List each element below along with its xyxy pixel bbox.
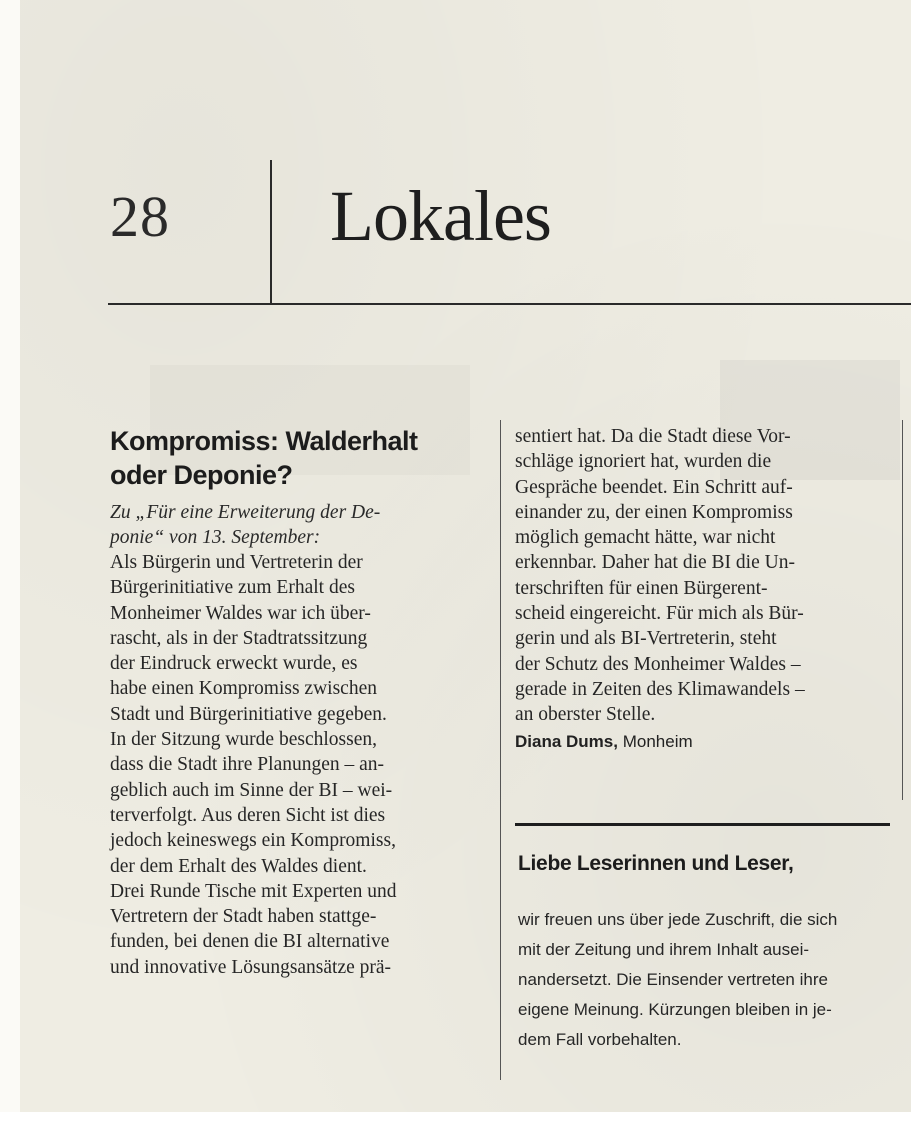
letter-signature xyxy=(515,732,895,752)
body-line: dass die Stadt ihre Planungen – an- xyxy=(110,754,385,776)
scan-margin-bottom xyxy=(0,1112,911,1128)
body-line: Gespräche beendet. Ein Schritt auf- xyxy=(515,476,793,498)
letter-reference xyxy=(110,500,490,550)
info-line: dem Fall vorbehalten. xyxy=(518,1030,682,1049)
reference-line: Zu „Für eine Erweiterung der De- xyxy=(110,502,381,523)
reference-line: ponie“ von 13. September: xyxy=(110,527,321,548)
body-line: Bürgerinitiative zum Erhalt des xyxy=(110,577,355,599)
headline-line: oder Deponie? xyxy=(110,460,293,490)
letter-right-column xyxy=(515,424,895,752)
body-line: schläge ignoriert hat, wurden die xyxy=(515,451,772,473)
body-line: der Schutz des Monheimer Waldes – xyxy=(515,653,801,675)
letter-left-column xyxy=(110,424,490,980)
letter-headline xyxy=(110,424,490,492)
body-line: habe einen Kompromiss zwischen xyxy=(110,678,377,700)
body-line: Drei Runde Tische mit Experten und xyxy=(110,880,397,902)
letter-body-right xyxy=(515,424,895,728)
author-city: Monheim xyxy=(622,731,693,751)
body-line: terschriften für einen Bürgerent- xyxy=(515,577,768,599)
headline-line: Kompromiss: Walderhalt xyxy=(110,426,418,456)
body-line: In der Sitzung wurde beschlossen, xyxy=(110,729,377,751)
header-divider xyxy=(270,160,272,305)
info-line: eigene Meinung. Kürzungen bleiben in je- xyxy=(518,1000,832,1019)
page-number: 28 xyxy=(110,184,170,249)
body-line: geblich auch im Sinne der BI – wei- xyxy=(110,779,393,801)
info-line: nandersetzt. Die Einsender vertreten ihre xyxy=(518,970,828,989)
body-line: rascht, als in der Stadtratssitzung xyxy=(110,627,368,649)
body-line: sentiert hat. Da die Stadt diese Vor- xyxy=(515,426,791,447)
body-line: einander zu, der einen Kompromiss xyxy=(515,501,793,523)
body-line: jedoch keineswegs ein Kompromiss, xyxy=(110,830,396,852)
info-box-title: Liebe Leserinnen und Leser, xyxy=(518,852,794,875)
body-line: an oberster Stelle. xyxy=(515,704,656,726)
header-rule xyxy=(108,303,911,305)
body-line: Als Bürgerin und Vertreterin der xyxy=(110,552,363,573)
column-divider xyxy=(500,420,501,1080)
body-line: Stadt und Bürgerinitiative gegeben. xyxy=(110,703,387,725)
section-title: Lokales xyxy=(330,176,551,256)
info-line: mit der Zeitung und ihrem Inhalt ausei- xyxy=(518,940,810,959)
body-line: Vertretern der Stadt haben stattge- xyxy=(110,906,377,928)
body-line: gerin und als BI-Vertreterin, steht xyxy=(515,628,777,650)
right-edge-rule xyxy=(902,420,903,800)
body-line: Monheimer Waldes war ich über- xyxy=(110,602,371,624)
body-line: der Eindruck erweckt wurde, es xyxy=(110,653,358,675)
letter-body-left xyxy=(110,550,490,980)
scan-margin-left xyxy=(0,0,20,1128)
body-line: möglich gemacht hätte, war nicht xyxy=(515,527,776,549)
body-line: gerade in Zeiten des Klimawandels – xyxy=(515,678,805,700)
info-box-rule xyxy=(515,823,890,826)
author-name: Diana Dums, xyxy=(515,731,618,751)
body-line: terverfolgt. Aus deren Sicht ist dies xyxy=(110,804,386,826)
info-box-body xyxy=(518,905,893,1055)
body-line: und innovative Lösungsansätze prä- xyxy=(110,956,392,978)
body-line: scheid eingereicht. Für mich als Bür- xyxy=(515,603,804,625)
body-line: funden, bei denen die BI alternative xyxy=(110,931,390,953)
info-line: wir freuen uns über jede Zuschrift, die sich xyxy=(518,910,838,929)
body-line: erkennbar. Daher hat die BI die Un- xyxy=(515,552,795,574)
body-line: der dem Erhalt des Waldes dient. xyxy=(110,855,367,877)
